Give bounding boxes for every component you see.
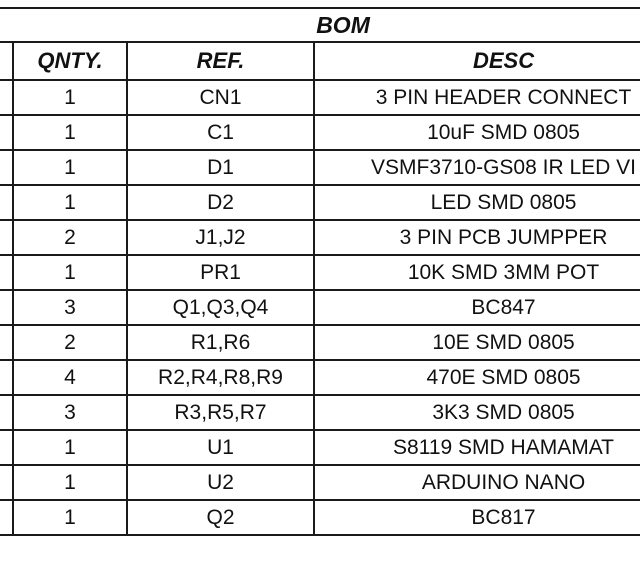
item-cell xyxy=(0,290,13,325)
bom-table-container xyxy=(0,7,640,536)
desc-cell: BC847 xyxy=(314,290,640,325)
qnty-column-header: QNTY. xyxy=(13,42,127,80)
item-cell xyxy=(0,220,13,255)
qnty-cell: 2 xyxy=(13,220,127,255)
qnty-cell: 1 xyxy=(13,255,127,290)
desc-cell: LED SMD 0805 xyxy=(314,185,640,220)
ref-cell: R3,R5,R7 xyxy=(127,395,314,430)
table-row xyxy=(0,465,640,500)
qnty-cell: 1 xyxy=(13,430,127,465)
desc-cell: 10uF SMD 0805 xyxy=(314,115,640,150)
ref-cell: R2,R4,R8,R9 xyxy=(127,360,314,395)
item-cell xyxy=(0,395,13,430)
table-row xyxy=(0,185,640,220)
table-row xyxy=(0,290,640,325)
item-cell xyxy=(0,115,13,150)
table-row xyxy=(0,115,640,150)
desc-cell: 10E SMD 0805 xyxy=(314,325,640,360)
ref-cell: PR1 xyxy=(127,255,314,290)
ref-cell: U2 xyxy=(127,465,314,500)
table-row xyxy=(0,325,640,360)
item-cell xyxy=(0,430,13,465)
item-cell xyxy=(0,80,13,115)
item-cell xyxy=(0,185,13,220)
qnty-cell: 3 xyxy=(13,395,127,430)
desc-cell: BC817 xyxy=(314,500,640,535)
qnty-cell: 1 xyxy=(13,80,127,115)
qnty-cell: 3 xyxy=(13,290,127,325)
qnty-cell: 1 xyxy=(13,150,127,185)
table-row xyxy=(0,150,640,185)
item-cell xyxy=(0,360,13,395)
ref-cell: C1 xyxy=(127,115,314,150)
qnty-cell: 4 xyxy=(13,360,127,395)
item-column-header xyxy=(0,42,13,80)
table-row xyxy=(0,430,640,465)
desc-cell: ARDUINO NANO xyxy=(314,465,640,500)
table-row xyxy=(0,360,640,395)
qnty-cell: 2 xyxy=(13,325,127,360)
ref-cell: D2 xyxy=(127,185,314,220)
item-cell xyxy=(0,325,13,360)
ref-cell: U1 xyxy=(127,430,314,465)
desc-cell: VSMF3710-GS08 IR LED VI xyxy=(314,150,640,185)
qnty-cell: 1 xyxy=(13,185,127,220)
table-row xyxy=(0,255,640,290)
bom-table xyxy=(0,7,640,536)
table-row xyxy=(0,395,640,430)
desc-cell: S8119 SMD HAMAMAT xyxy=(314,430,640,465)
desc-column-header: DESC xyxy=(314,42,640,80)
ref-column-header: REF. xyxy=(127,42,314,80)
ref-cell: R1,R6 xyxy=(127,325,314,360)
ref-cell: D1 xyxy=(127,150,314,185)
table-row xyxy=(0,80,640,115)
table-row xyxy=(0,500,640,535)
qnty-cell: 1 xyxy=(13,500,127,535)
ref-cell: CN1 xyxy=(127,80,314,115)
bom-body xyxy=(0,80,640,535)
bom-title: BOM xyxy=(0,8,640,42)
item-cell xyxy=(0,255,13,290)
desc-cell: 470E SMD 0805 xyxy=(314,360,640,395)
ref-cell: Q1,Q3,Q4 xyxy=(127,290,314,325)
item-cell xyxy=(0,465,13,500)
bom-title-row xyxy=(0,8,640,42)
desc-cell: 3 PIN HEADER CONNECT xyxy=(314,80,640,115)
ref-cell: Q2 xyxy=(127,500,314,535)
qnty-cell: 1 xyxy=(13,465,127,500)
item-cell xyxy=(0,150,13,185)
desc-cell: 3 PIN PCB JUMPPER xyxy=(314,220,640,255)
table-row xyxy=(0,220,640,255)
desc-cell: 3K3 SMD 0805 xyxy=(314,395,640,430)
desc-cell: 10K SMD 3MM POT xyxy=(314,255,640,290)
ref-cell: J1,J2 xyxy=(127,220,314,255)
item-cell xyxy=(0,500,13,535)
qnty-cell: 1 xyxy=(13,115,127,150)
bom-header-row xyxy=(0,42,640,80)
